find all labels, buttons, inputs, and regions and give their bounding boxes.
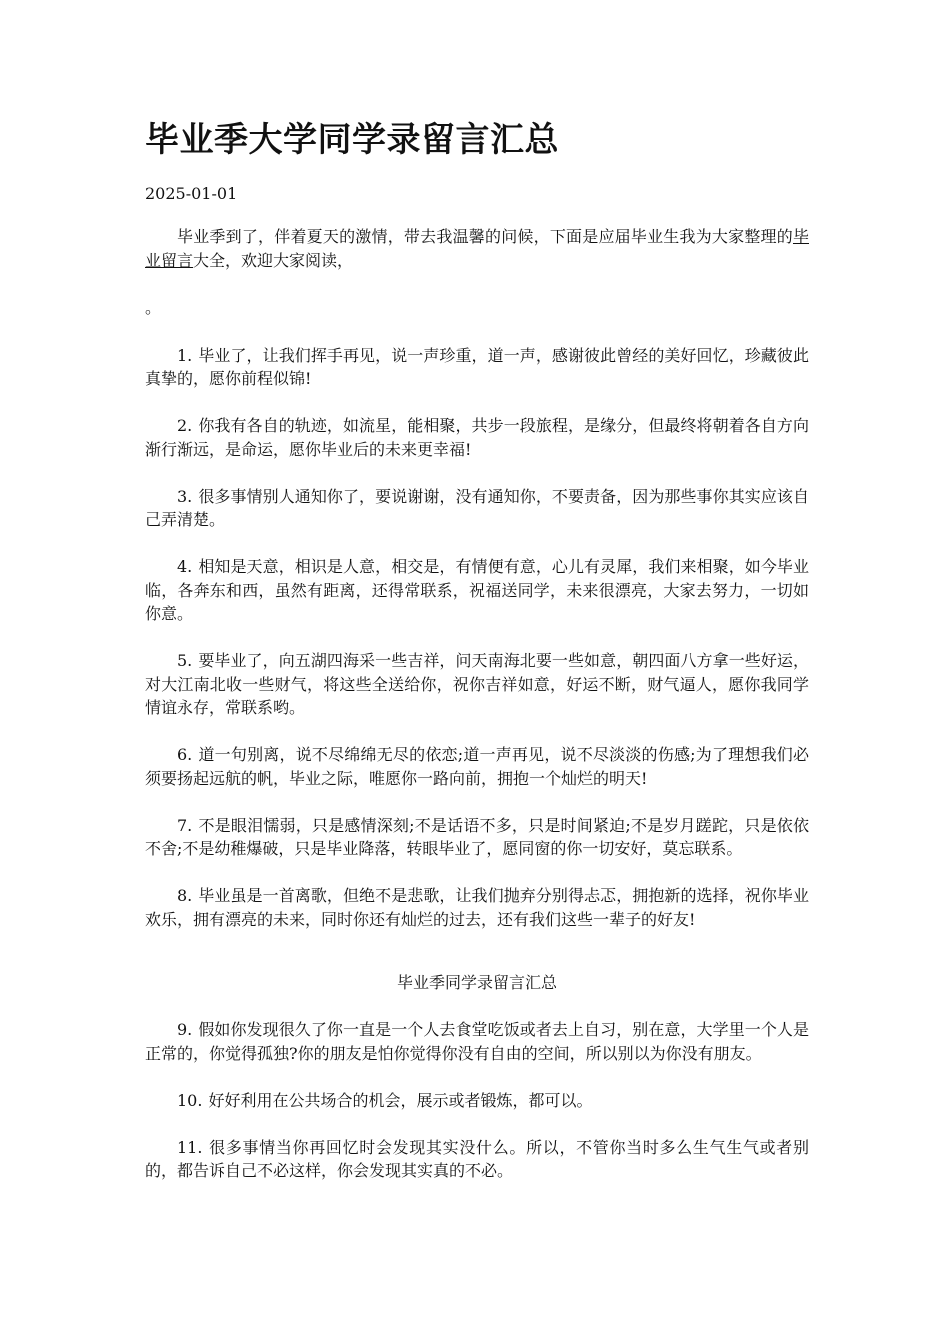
- wish-number: 2.: [177, 416, 193, 435]
- wish-paragraph: [145, 814, 809, 861]
- wish-paragraph: [145, 485, 809, 532]
- wish-text: 好好利用在公共场合的机会，展示或者锻炼，都可以。: [208, 1090, 593, 1110]
- intro-paragraph: [145, 225, 809, 272]
- wish-number: 5.: [177, 651, 193, 670]
- wish-number: 7.: [177, 815, 193, 835]
- intro-text-after: 大全，欢迎大家阅读，: [193, 250, 354, 270]
- wish-number: 9.: [177, 1020, 193, 1039]
- wish-paragraph: [145, 1018, 809, 1065]
- wish-text: 毕业了，让我们挥手再见，说一声珍重，道一声，感谢彼此曾经的美好回忆，珍藏彼此真挚的，愿你前程似锦!: [145, 345, 809, 388]
- wish-number: 11.: [177, 1137, 203, 1157]
- wish-paragraph: [145, 555, 809, 626]
- wish-text: 不是眼泪懦弱，只是感情深刻;不是话语不多，只是时间紧迫;不是岁月蹉跎，只是依依不舍;不是幼稚爆破，只是毕业降落，转眼毕业了，愿同窗的你一切安好，莫忘联系。: [145, 815, 809, 858]
- wish-text: 假如你发现很久了你一直是一个人去食堂吃饭或者去上自习，别在意，大学里一个人是正常的，你觉得孤独?你的朋友是怕你觉得你没有自由的空间，所以别以为你没有朋友。: [145, 1020, 809, 1063]
- wish-paragraph: [145, 414, 809, 461]
- period-line: 。: [145, 298, 162, 317]
- wish-text: 毕业虽是一首离歌，但绝不是悲歌，让我们抛弃分别得忐忑，拥抱新的选择，祝你毕业欢乐，拥有漂亮的未来，同时你还有灿烂的过去，还有我们这些一辈子的好友!: [145, 886, 809, 929]
- wish-number: 4.: [177, 557, 193, 576]
- wish-number: 10.: [177, 1090, 203, 1110]
- section-subheading: 毕业季同学录留言汇总: [396, 973, 557, 992]
- wish-paragraph: [145, 1089, 809, 1113]
- wish-number: 8.: [177, 886, 193, 905]
- wish-paragraph: [145, 1136, 809, 1183]
- wish-number: 6.: [177, 745, 193, 764]
- document-title: 毕业季大学同学录留言汇总: [145, 120, 559, 160]
- wish-number: 1.: [177, 345, 193, 365]
- wish-paragraph: [145, 344, 809, 391]
- wish-paragraph: [145, 649, 809, 720]
- document-body: [145, 225, 809, 1183]
- wish-text: 很多事情别人通知你了，要说谢谢，没有通知你，不要责备，因为那些事你其实应该自己弄清楚。: [145, 486, 809, 529]
- graduation-message-link[interactable]: 毕业留言: [145, 227, 809, 270]
- wish-text: 道一句别离，说不尽绵绵无尽的依恋;道一声再见，说不尽淡淡的伤感;为了理想我们必须要扬起远航的帆，毕业之际，唯愿你一路向前，拥抱一个灿烂的明天!: [145, 745, 809, 788]
- wish-paragraph: [145, 884, 809, 931]
- wish-text: 很多事情当你再回忆时会发现其实没什么。所以，不管你当时多么生气生气或者别的，都告诉自己不必这样，你会发现其实真的不必。: [145, 1137, 809, 1180]
- wish-number: 3.: [177, 486, 193, 506]
- wish-paragraph: [145, 743, 809, 790]
- document-date: 2025-01-01: [145, 184, 238, 203]
- wish-text: 相知是天意，相识是人意，相交是，有情便有意，心儿有灵犀，我们来相聚，如今毕业临，各奔东和西，虽然有距离，还得常联系，祝福送同学，未来很漂亮，大家去努力，一切如你意。: [145, 557, 809, 623]
- wish-text: 你我有各自的轨迹，如流星，能相聚，共步一段旅程，是缘分，但最终将朝着各自方向渐行渐远，是命运，愿你毕业后的未来更幸福!: [145, 416, 809, 459]
- intro-text-before: 毕业季到了，伴着夏天的激情，带去我温馨的问候，下面是应届毕业生我为大家整理的: [177, 227, 793, 246]
- wish-text: 要毕业了，向五湖四海采一些吉祥，问天南海北要一些如意，朝四面八方拿一些好运，对大江南北收一些财气，将这些全送给你，祝你吉祥如意，好运不断，财气逼人，愿你我同学情谊永存，常联系哟。: [145, 651, 809, 717]
